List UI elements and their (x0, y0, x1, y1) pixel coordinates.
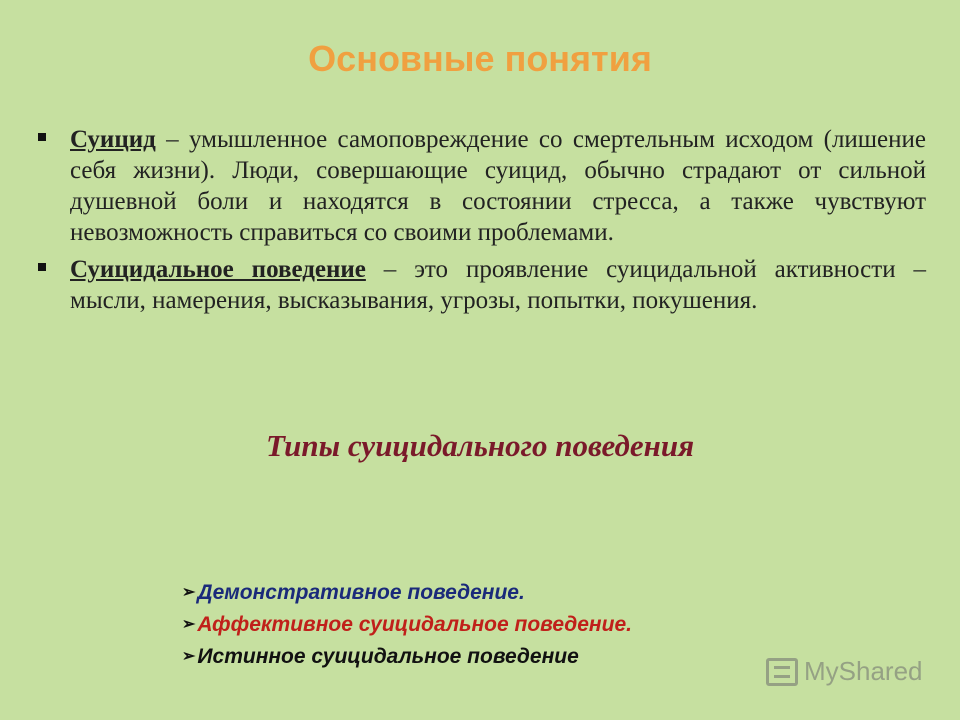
type-item-true (182, 641, 632, 673)
check-arrow-icon: ➢ (182, 616, 196, 633)
definition-suicide (34, 124, 926, 248)
slide-title: Основные понятия (308, 38, 652, 79)
definition-term: Суицидальное поведение (70, 256, 366, 283)
type-label: Истинное суицидальное поведение (197, 645, 579, 668)
definition-suicidal-behavior (34, 254, 926, 316)
square-bullet-icon (38, 133, 46, 141)
section-subtitle: Типы суицидального поведения (265, 428, 695, 463)
definition-text: – умышленное самоповреждение со смертельным исходом (лишение себя жизни). Люди, совершающие суицид, обычно страдают от сильной душевной боли и находятся в состоянии стресса, а также чувствуют невозможность справиться со своими проблемами. (70, 126, 926, 246)
definition-term: Суицид (70, 126, 156, 153)
type-item-affective (182, 609, 632, 641)
type-item-demonstrative (182, 577, 632, 609)
check-arrow-icon: ➢ (182, 584, 196, 601)
watermark-text: MyShared (804, 656, 923, 686)
definition-text: – это проявление суицидальной активности – мысли, намерения, высказывания, угрозы, попытки, покушения. (70, 256, 926, 314)
behavior-types-list (182, 577, 632, 673)
myshared-watermark (766, 656, 923, 687)
check-arrow-icon: ➢ (182, 648, 196, 665)
type-label: Аффективное суицидальное поведение. (197, 613, 632, 636)
type-label: Демонстративное поведение. (197, 581, 525, 604)
square-bullet-icon (38, 263, 46, 271)
myshared-logo-icon (766, 658, 798, 686)
definitions-list (34, 124, 926, 322)
